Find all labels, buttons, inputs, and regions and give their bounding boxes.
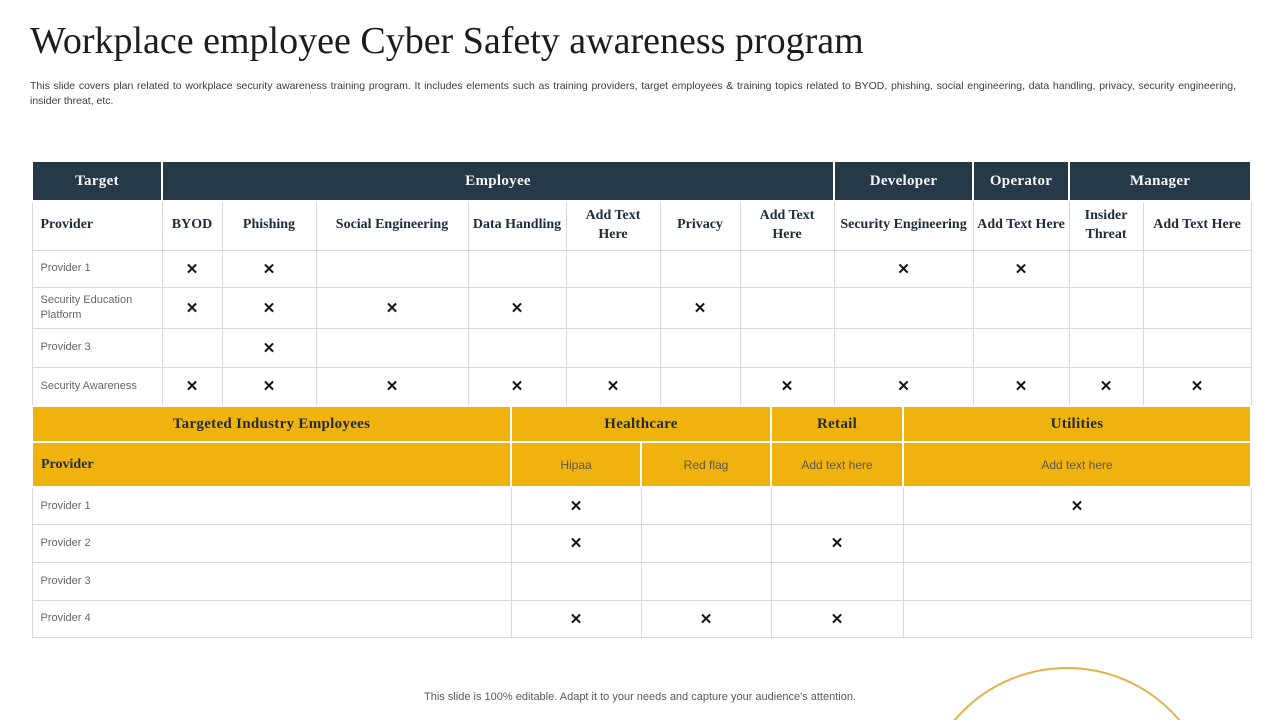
column-header: Social Engineering [316, 201, 468, 250]
x-mark-cell: ✕ [511, 487, 641, 524]
group-header: Operator [973, 161, 1069, 201]
x-mark-cell: ✕ [222, 328, 316, 367]
group-header: Developer [834, 161, 973, 201]
group-header: Target [32, 161, 162, 201]
empty-cell [834, 328, 973, 367]
x-mark-cell: ✕ [1069, 367, 1143, 405]
column-header: Privacy [660, 201, 740, 250]
empty-cell [660, 250, 740, 287]
column-header: Add Text Here [566, 201, 660, 250]
column-header: Hipaa [511, 442, 641, 487]
table-row [32, 487, 1251, 524]
column-header: Provider [32, 442, 511, 487]
slide-description-line1: This slide covers plan related to workplace security awareness training program. It includes elements such as training providers, target employees & training topics related to BYOD, phishing, social engineering, data handling, privacy, security engineering, [30, 80, 1236, 92]
row-label: Provider 1 [32, 250, 162, 287]
x-mark-cell: ✕ [660, 287, 740, 328]
empty-cell [771, 487, 903, 524]
x-mark-cell: ✕ [162, 287, 222, 328]
group-header: Utilities [903, 406, 1251, 442]
empty-cell [660, 367, 740, 405]
group-header: Targeted Industry Employees [32, 406, 511, 442]
x-mark-cell: ✕ [511, 600, 641, 637]
row-label: Provider 1 [32, 487, 511, 524]
x-mark-cell: ✕ [566, 367, 660, 405]
empty-cell [641, 487, 771, 524]
empty-cell [973, 287, 1069, 328]
row-label: Provider 3 [32, 562, 511, 600]
table-row [32, 328, 1251, 367]
column-header: BYOD [162, 201, 222, 250]
empty-cell [1069, 328, 1143, 367]
page-title: Workplace employee Cyber Safety awareness program [30, 20, 864, 62]
x-mark-cell: ✕ [834, 250, 973, 287]
empty-cell [511, 562, 641, 600]
empty-cell [641, 562, 771, 600]
x-mark-cell: ✕ [162, 250, 222, 287]
empty-cell [1143, 287, 1251, 328]
column-header: Insider Threat [1069, 201, 1143, 250]
x-mark-cell: ✕ [222, 287, 316, 328]
empty-cell [316, 250, 468, 287]
empty-cell [740, 287, 834, 328]
empty-cell [566, 287, 660, 328]
empty-cell [771, 562, 903, 600]
column-header: Add Text Here [973, 201, 1069, 250]
x-mark-cell: ✕ [316, 287, 468, 328]
column-header: Data Handling [468, 201, 566, 250]
table-row [32, 287, 1251, 328]
column-header: Add Text Here [1143, 201, 1251, 250]
table-row [32, 250, 1251, 287]
empty-cell [903, 562, 1251, 600]
x-mark-cell: ✕ [1143, 367, 1251, 405]
x-mark-cell: ✕ [903, 487, 1251, 524]
x-mark-cell: ✕ [316, 367, 468, 405]
row-label: Security Awareness [32, 367, 162, 405]
column-header: Phishing [222, 201, 316, 250]
group-header: Healthcare [511, 406, 771, 442]
empty-cell [903, 524, 1251, 562]
table-row [32, 367, 1251, 405]
empty-cell [641, 524, 771, 562]
table-row [32, 562, 1251, 600]
table-row [32, 524, 1251, 562]
group-header: Manager [1069, 161, 1251, 201]
column-header: Add text here [903, 442, 1251, 487]
group-header: Employee [162, 161, 834, 201]
slide-description-line2: insider threat, etc. [30, 95, 114, 107]
group-header: Retail [771, 406, 903, 442]
x-mark-cell: ✕ [834, 367, 973, 405]
empty-cell [1069, 250, 1143, 287]
column-header: Red flag [641, 442, 771, 487]
empty-cell [740, 250, 834, 287]
empty-cell [468, 250, 566, 287]
empty-cell [468, 328, 566, 367]
industry-employees-table [31, 405, 1252, 638]
row-label: Provider 3 [32, 328, 162, 367]
empty-cell [162, 328, 222, 367]
empty-cell [1069, 287, 1143, 328]
row-label: Provider 2 [32, 524, 511, 562]
column-header: Security Engineering [834, 201, 973, 250]
x-mark-cell: ✕ [162, 367, 222, 405]
empty-cell [834, 287, 973, 328]
empty-cell [316, 328, 468, 367]
empty-cell [973, 328, 1069, 367]
slide-description [30, 79, 1236, 109]
empty-cell [903, 600, 1251, 637]
table-row [32, 600, 1251, 637]
x-mark-cell: ✕ [468, 367, 566, 405]
x-mark-cell: ✕ [511, 524, 641, 562]
x-mark-cell: ✕ [468, 287, 566, 328]
x-mark-cell: ✕ [771, 600, 903, 637]
empty-cell [1143, 250, 1251, 287]
row-label: Provider 4 [32, 600, 511, 637]
empty-cell [1143, 328, 1251, 367]
x-mark-cell: ✕ [641, 600, 771, 637]
x-mark-cell: ✕ [973, 250, 1069, 287]
x-mark-cell: ✕ [771, 524, 903, 562]
x-mark-cell: ✕ [740, 367, 834, 405]
x-mark-cell: ✕ [222, 367, 316, 405]
column-header: Provider [32, 201, 162, 250]
column-header: Add text here [771, 442, 903, 487]
x-mark-cell: ✕ [973, 367, 1069, 405]
empty-cell [566, 250, 660, 287]
editable-note: This slide is 100% editable. Adapt it to your needs and capture your audience's attention. [424, 691, 856, 703]
empty-cell [566, 328, 660, 367]
x-mark-cell: ✕ [222, 250, 316, 287]
row-label: Security Education Platform [32, 287, 162, 328]
empty-cell [660, 328, 740, 367]
column-header: Add Text Here [740, 201, 834, 250]
training-providers-table [31, 160, 1252, 406]
empty-cell [740, 328, 834, 367]
